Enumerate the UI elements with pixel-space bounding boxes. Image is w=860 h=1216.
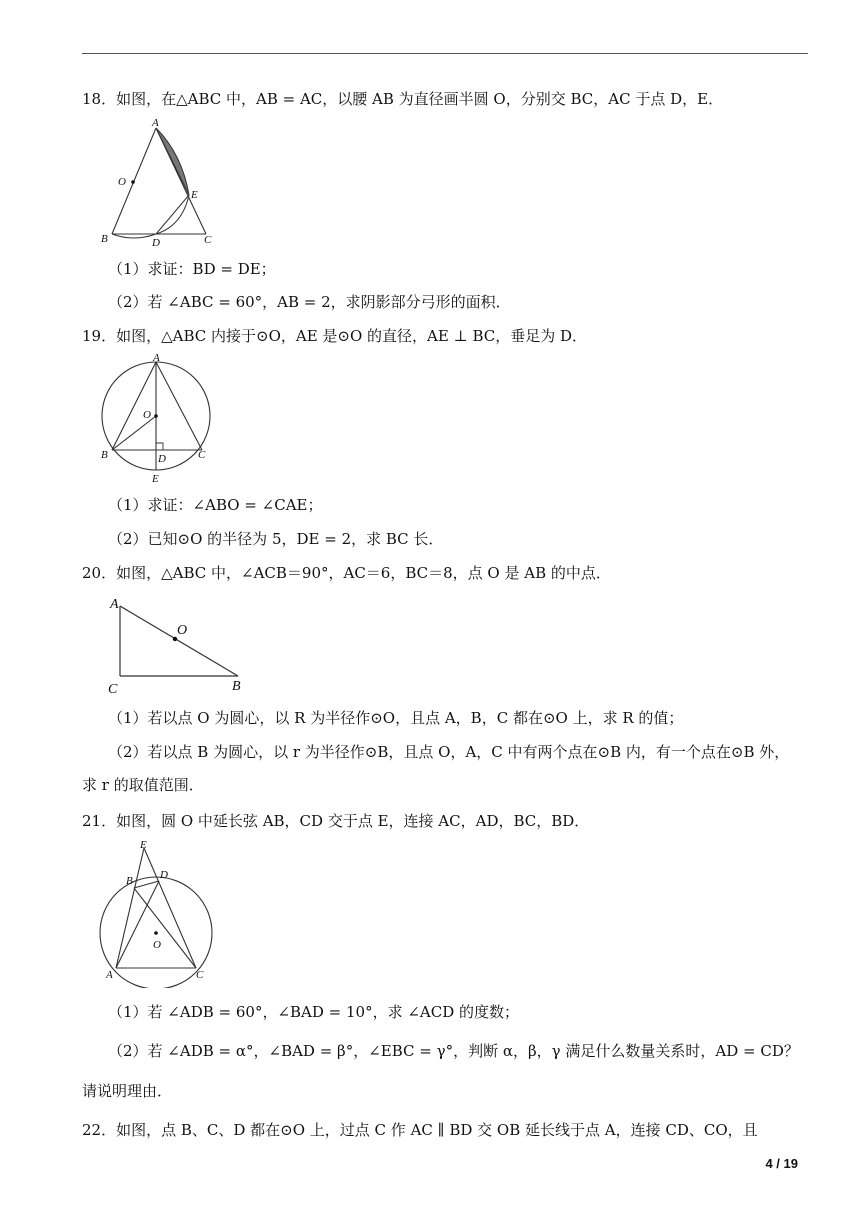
q20-label-C: C (108, 682, 118, 696)
q20-part-2-cont: 求 r 的取值范围． (82, 776, 204, 794)
q21-label-E: E (140, 839, 147, 851)
q20-part-2: （2）若以点 B 为圆心，以 r 为半径作⊙B，且点 O，A，C 中有两个点在⊙B 内，有一个点在⊙B 外， (108, 743, 790, 761)
q21-part-2: （2）若 ∠ADB = α°，∠BAD = β°，∠EBC = γ°，判断 α，β，γ 满足什么数量关系时，AD = CD？ (108, 1042, 799, 1060)
q18-part-2: （2）若 ∠ABC = 60°，AB = 2，求阴影部分弓形的面积． (108, 293, 511, 311)
q19-label-B: B (101, 449, 108, 461)
q19-label-O: O (143, 409, 151, 421)
q18-label-D: D (152, 237, 160, 249)
q20-stem: 20．如图，△ABC 中，∠ACB＝90°，AC＝6，BC＝8，点 O 是 AB 的中点． (82, 564, 611, 582)
q18-stem: 18．如图，在△ABC 中，AB = AC，以腰 AB 为直径画半圆 O，分别交 BC，AC 于点 D，E． (82, 90, 724, 108)
q21-label-B: B (126, 875, 133, 887)
q18-label-A: A (152, 117, 159, 129)
q18-label-C: C (204, 234, 212, 246)
q19-label-C: C (198, 449, 206, 461)
q21-figure (96, 838, 218, 988)
q22-stem: 22．如图，点 B、C、D 都在⊙O 上，过点 C 作 AC ∥ BD 交 OB 延长线于点 A，连接 CD、CO，且 (82, 1121, 758, 1139)
q21-part-2-cont: 请说明理由． (82, 1082, 173, 1100)
q20-label-B: B (232, 679, 241, 694)
q19-part-2: （2）已知⊙O 的半径为 5，DE = 2，求 BC 长． (108, 530, 444, 548)
q20-label-A: A (110, 597, 119, 612)
q21-label-A: A (106, 969, 113, 981)
q21-part-1: （1）若 ∠ADB = 60°，∠BAD = 10°，求 ∠ACD 的度数； (108, 1003, 520, 1021)
q18-figure (98, 116, 228, 250)
q20-figure (104, 594, 254, 696)
q18-label-B: B (101, 233, 108, 245)
q18-part-1: （1）求证：BD = DE； (108, 260, 276, 278)
q21-label-C: C (196, 969, 204, 981)
q21-label-O: O (153, 939, 161, 951)
q18-label-E: E (191, 189, 198, 201)
q18-label-O: O (118, 176, 126, 188)
q19-figure (98, 352, 218, 486)
q21-stem: 21．如图，圆 O 中延长弦 AB，CD 交于点 E，连接 AC，AD，BC，BD． (82, 812, 590, 830)
q19-part-1: （1）求证：∠ABO = ∠CAE； (108, 496, 323, 514)
page-number: 4 / 19 (765, 1156, 798, 1171)
header-rule (82, 53, 808, 54)
q19-stem: 19．如图，△ABC 内接于⊙O，AE 是⊙O 的直径，AE ⊥ BC，垂足为 D． (82, 327, 588, 345)
q19-label-E: E (152, 473, 159, 485)
q19-label-A: A (153, 352, 160, 364)
q20-part-1: （1）若以点 O 为圆心，以 R 为半径作⊙O，且点 A，B，C 都在⊙O 上，求 R 的值； (108, 709, 684, 727)
q21-label-D: D (160, 869, 168, 881)
q19-label-D: D (158, 453, 166, 465)
q20-label-O: O (177, 623, 188, 638)
